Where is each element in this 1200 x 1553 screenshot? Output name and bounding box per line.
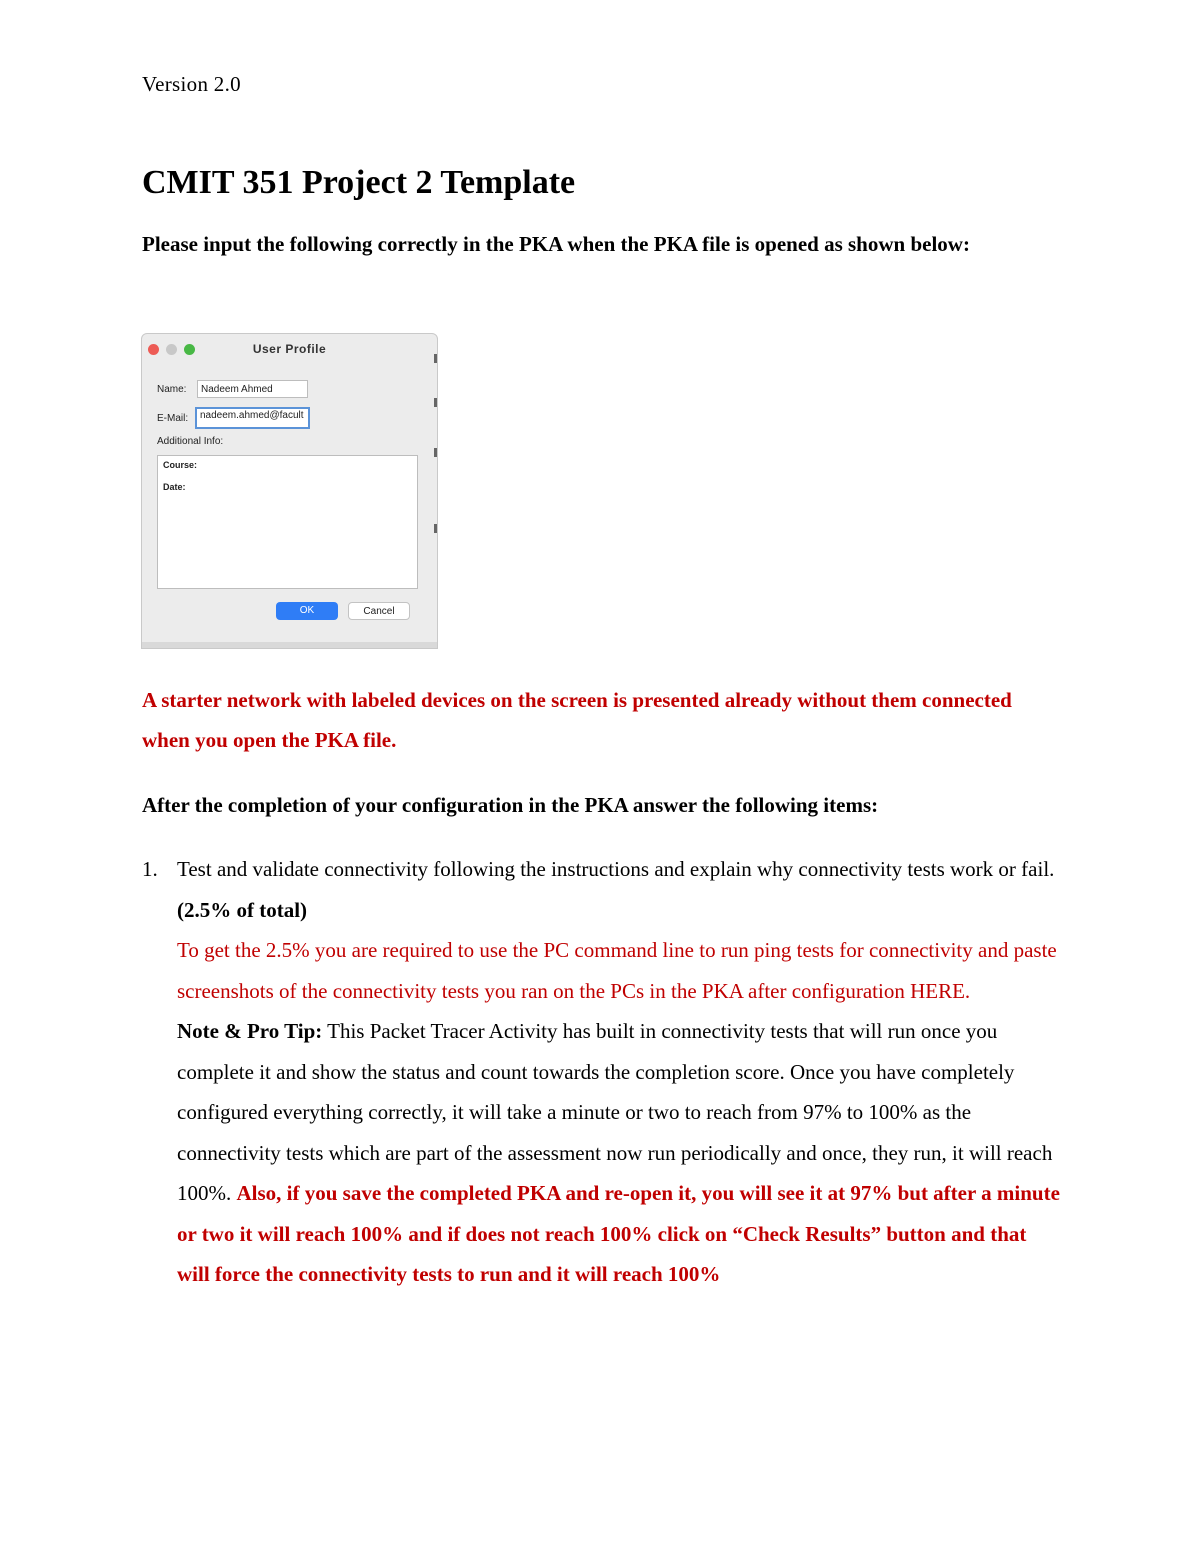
- item-requirement: To get the 2.5% you are required to use the PC command line to run ping tests for connectivity and paste screenshots of the connectivity tests you ran on the PCs in the PKA after configuration HERE.: [177, 938, 1057, 1003]
- list-item: [142, 849, 1062, 1295]
- items-list: [142, 849, 1062, 1295]
- starter-network-note: A starter network with labeled devices on the screen is presented already without them connected when you open the PKA file.: [142, 688, 1012, 752]
- additional-info-label: Additional Info:: [157, 436, 224, 447]
- dialog-titlebar: [142, 334, 437, 364]
- email-field: nadeem.ahmed@facult: [195, 407, 310, 429]
- cropped-edge: [142, 642, 437, 648]
- ok-button: OK: [276, 602, 338, 620]
- edge-artifact: [434, 524, 437, 533]
- item-weight: (2.5% of total): [177, 897, 308, 922]
- intro-text: Please input the following correctly in the PKA when the PKA file is opened as shown below:: [142, 232, 970, 256]
- user-profile-dialog-screenshot: [141, 333, 438, 649]
- tip-text: This Packet Tracer Activity has built in connectivity tests that will run once you complete it and show the status and count towards the completion score. Once you have completely configured everything correctly, it will take a minute or two to reach from 97% to 100% as the connectivity tests which are part of the assessment now run periodically and once, they run, it will reach 100%.: [177, 1019, 1053, 1205]
- cancel-button: Cancel: [348, 602, 410, 620]
- item-tip: [177, 1011, 1062, 1295]
- dialog-title: User Profile: [252, 342, 327, 356]
- course-label: Course:: [163, 460, 198, 470]
- after-completion-heading: After the completion of your configuration in the PKA answer the following items:: [142, 793, 879, 817]
- version-label: Version 2.0: [142, 72, 241, 96]
- item-number: 1.: [142, 857, 158, 881]
- page-title: CMIT 351 Project 2 Template: [142, 164, 576, 201]
- item-question: Test and validate connectivity following the instructions and explain why connectivity tests work or fail.: [177, 857, 1055, 881]
- name-field: Nadeem Ahmed: [197, 380, 308, 398]
- edge-artifact: [434, 354, 437, 363]
- item-text: [177, 849, 1062, 930]
- tip-warning: Also, if you save the completed PKA and re-open it, you will see it at 97% but after a minute or two it will reach 100% and if does not reach 100% click on “Check Results” button and that will force the connectivity tests to run and it will reach 100%: [177, 1181, 1060, 1286]
- date-label: Date:: [163, 482, 186, 492]
- edge-artifact: [434, 398, 437, 407]
- tip-label: Note & Pro Tip:: [177, 1019, 323, 1043]
- edge-artifact: [434, 448, 437, 457]
- email-label: E-Mail:: [157, 413, 189, 424]
- additional-info-textarea: [157, 455, 418, 589]
- name-label: Name:: [157, 384, 187, 395]
